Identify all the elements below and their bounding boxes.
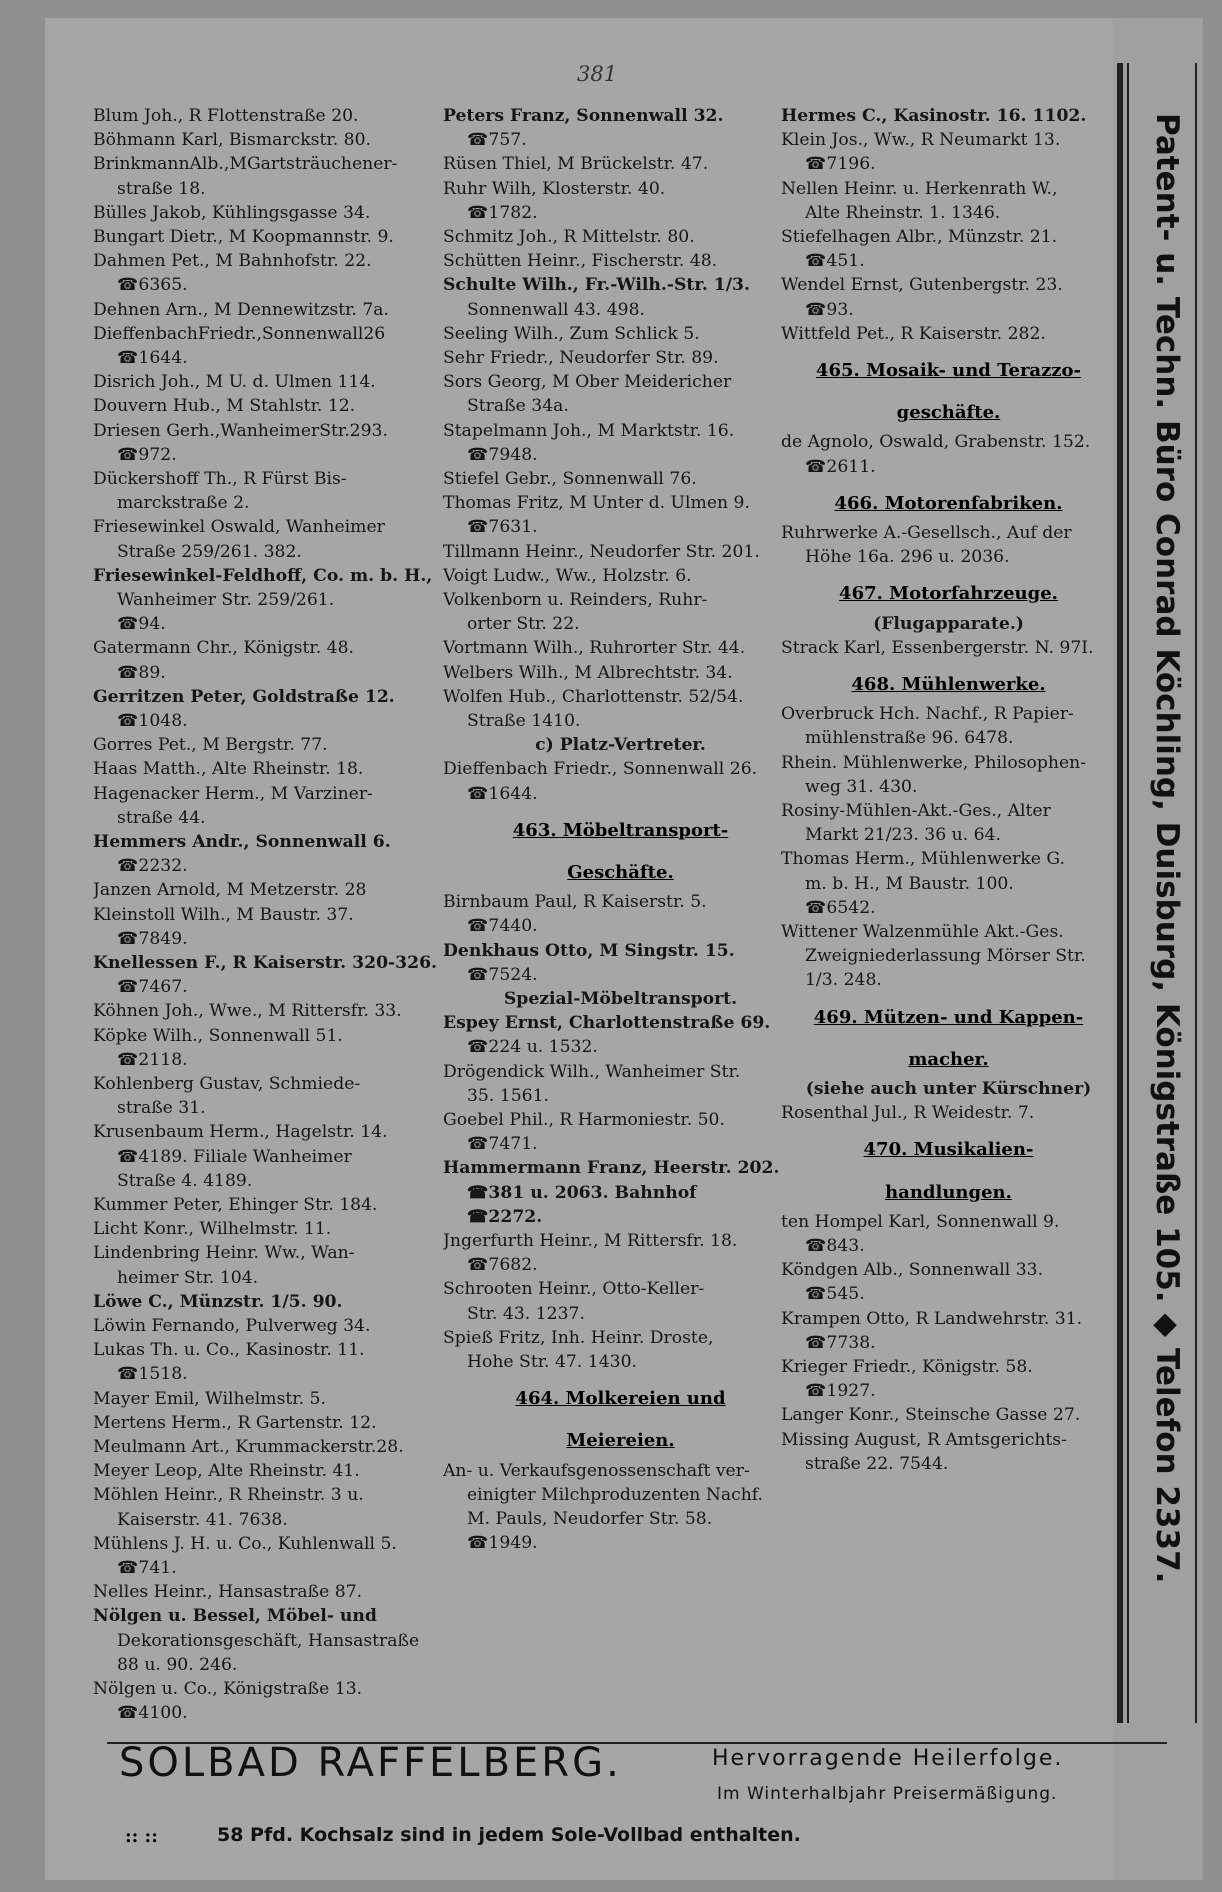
directory-line: Friesewinkel Oswald, Wanheimer — [93, 517, 385, 538]
directory-line: Stapelmann Joh., M Marktstr. 16. — [443, 420, 735, 441]
directory-line: Sehr Friedr., Neudorfer Str. 89. — [443, 348, 719, 368]
directory-line: Voigt Ludw., Ww., Holzstr. 6. — [443, 565, 692, 586]
directory-line: Schmitz Joh., R Mittelstr. 80. — [443, 227, 695, 247]
directory-line: Welbers Wilh., M Albrechtstr. 34. — [443, 662, 733, 683]
directory-line: ☎ 4189. Filiale Wanheimer — [117, 1149, 352, 1166]
directory-line: Hohe Str. 47. 1430. — [467, 1352, 637, 1372]
directory-line: Zweigniederlassung Mörser Str. — [805, 946, 1086, 967]
directory-line: Klein Jos., Ww., R Neumarkt 13. — [781, 130, 1061, 151]
directory-line: ☎ 4100. — [117, 1705, 188, 1722]
section-heading: 467. Motorfahrzeuge. — [839, 583, 1058, 605]
section-heading: geschäfte. — [896, 402, 1001, 424]
directory-line: ☎ 741. — [117, 1560, 177, 1577]
directory-line: ☎ 1048. — [117, 713, 188, 730]
directory-line: Rhein. Mühlenwerke, Philosophen- — [781, 752, 1087, 773]
directory-line: Langer Konr., Steinsche Gasse 27. — [781, 1405, 1081, 1426]
directory-line: Köpke Wilh., Sonnenwall 51. — [93, 1025, 343, 1046]
directory-line: Hemmers Andr., Sonnenwall 6. — [93, 832, 391, 852]
directory-line: ☎ 2118. — [117, 1052, 188, 1069]
directory-line: Overbruck Hch. Nachf., R Papier- — [781, 704, 1074, 725]
directory-line: Schrooten Heinr., Otto-Keller- — [443, 1279, 705, 1300]
directory-line: Mayer Emil, Wilhelmstr. 5. — [93, 1388, 326, 1409]
directory-line: ☎ 972. — [117, 447, 177, 464]
advert-dots: :: :: — [125, 1826, 158, 1847]
directory-line: Köndgen Alb., Sonnenwall 33. — [781, 1260, 1044, 1281]
sidebar-rule — [1117, 63, 1123, 1723]
directory-line: Straße 259/261. 382. — [117, 541, 302, 562]
directory-line: Licht Konr., Wilhelmstr. 11. — [93, 1219, 332, 1240]
section-heading: 463. Möbeltransport- — [512, 819, 729, 841]
directory-line: Stiefel Gebr., Sonnenwall 76. — [443, 469, 697, 489]
directory-line: Dahmen Pet., M Bahnhofstr. 22. — [93, 251, 372, 272]
subheading: (Flugapparate.) — [873, 613, 1024, 634]
directory-line: ☎ 7196. — [805, 156, 876, 173]
directory-line: straße 31. — [117, 1098, 206, 1119]
directory-line: Birnbaum Paul, R Kaiserstr. 5. — [443, 892, 707, 913]
directory-line: Wittener Walzenmühle Akt.-Ges. — [781, 922, 1064, 942]
section-heading: handlungen. — [885, 1181, 1012, 1203]
directory-line: straße 18. — [117, 178, 206, 199]
directory-line: Vortmann Wilh., Ruhrorter Str. 44. — [443, 638, 746, 659]
directory-line: Nelles Heinr., Hansastraße 87. — [93, 1582, 363, 1603]
directory-line: Denkhaus Otto, M Singstr. 15. — [443, 940, 735, 961]
directory-line: Schütten Heinr., Fischerstr. 48. — [443, 251, 718, 272]
directory-line: Disrich Joh., M U. d. Ulmen 114. — [93, 372, 376, 393]
directory-line: Rosiny-Mühlen-Akt.-Ges., Alter — [781, 801, 1051, 821]
directory-line: Strack Karl, Essenbergerstr. N. 97I. — [781, 637, 1094, 658]
directory-line: Friesewinkel-Feldhoff, Co. m. b. H., — [93, 565, 433, 586]
sidebar-advert — [1113, 18, 1203, 1880]
directory-line: mühlenstraße 96. 6478. — [805, 728, 1014, 749]
directory-line: Meyer Leop, Alte Rheinstr. 41. — [93, 1461, 360, 1482]
directory-line: Nölgen u. Co., Königstraße 13. — [93, 1679, 363, 1699]
directory-line: straße 44. — [117, 807, 206, 828]
directory-line: orter Str. 22. — [467, 614, 580, 635]
directory-line: ☎ 1518. — [117, 1366, 188, 1383]
directory-line: Wolfen Hub., Charlottenstr. 52/54. — [443, 686, 744, 707]
directory-line: ☎ 381 u. 2063. Bahnhof — [467, 1185, 697, 1202]
directory-line: ☎ 757. — [467, 132, 527, 149]
page-number: 381 — [577, 62, 618, 86]
section-heading: Geschäfte. — [567, 862, 674, 883]
directory-line: Janzen Arnold, M Metzerstr. 28 — [93, 880, 367, 901]
directory-line: Höhe 16a. 296 u. 2036. — [805, 547, 1010, 568]
directory-line: einigter Milchproduzenten Nachf. — [467, 1484, 764, 1505]
directory-line: ☎ 7948. — [467, 447, 538, 464]
subheading: c) Platz-Vertreter. — [535, 735, 706, 756]
subheading: (siehe auch unter Kürschner) — [805, 1079, 1092, 1099]
directory-line: Dekorationsgeschäft, Hansastraße — [117, 1630, 420, 1651]
directory-line: Stiefelhagen Albr., Münzstr. 21. — [781, 227, 1058, 247]
bottom-advert — [107, 1736, 1177, 1856]
directory-line: ☎ 7682. — [467, 1257, 538, 1274]
directory-line: Missing August, R Amtsgerichts- — [781, 1429, 1067, 1450]
directory-line: Bülles Jakob, Kühlingsgasse 34. — [93, 202, 371, 223]
directory-line: Kohlenberg Gustav, Schmiede- — [93, 1074, 361, 1094]
directory-line: Rosenthal Jul., R Weidestr. 7. — [781, 1103, 1035, 1124]
directory-line: Seeling Wilh., Zum Schlick 5. — [443, 323, 700, 344]
directory-line: Gatermann Chr., Königstr. 48. — [93, 638, 354, 659]
directory-line: An- u. Verkaufsgenossenschaft ver- — [443, 1460, 750, 1481]
directory-line: Ruhrwerke A.-Gesellsch., Auf der — [781, 523, 1072, 543]
directory-line: Sors Georg, M Ober Meidericher — [443, 372, 732, 393]
directory-line: Krusenbaum Herm., Hagelstr. 14. — [93, 1122, 388, 1143]
section-heading: 469. Mützen- und Kappen- — [813, 1006, 1084, 1028]
directory-line: Hagenacker Herm., M Varziner- — [93, 783, 373, 804]
directory-line: Straße 4. 4189. — [117, 1170, 253, 1191]
directory-line: Krieger Friedr., Königstr. 58. — [781, 1357, 1033, 1377]
directory-line: Wendel Ernst, Gutenbergstr. 23. — [781, 275, 1063, 296]
directory-line: Dückershoff Th., R Fürst Bis- — [93, 469, 347, 489]
directory-line: DieffenbachFriedr.,Sonnenwall26 — [93, 323, 386, 344]
directory-line: Peters Franz, Sonnenwall 32. — [443, 108, 724, 126]
sidebar-rule — [1195, 63, 1197, 1723]
directory-line: ☎ 7738. — [805, 1335, 876, 1352]
directory-line: Köhnen Joh., Wwe., M Rittersfr. 33. — [93, 1001, 402, 1022]
directory-line: Kaiserstr. 41. 7638. — [117, 1509, 288, 1530]
directory-line: Douvern Hub., M Stahlstr. 12. — [93, 396, 356, 417]
directory-line: Nölgen u. Bessel, Möbel- und — [93, 1606, 377, 1627]
directory-line: Löwe C., Münzstr. 1/5. 90. — [93, 1291, 343, 1312]
section-heading: Meiereien. — [566, 1430, 675, 1452]
directory-line: Schulte Wilh., Fr.-Wilh.-Str. 1/3. — [443, 275, 750, 296]
directory-line: ☎ 1927. — [805, 1383, 876, 1400]
directory-line: ☎ 1782. — [467, 205, 538, 222]
directory-line: Markt 21/23. 36 u. 64. — [805, 825, 1001, 846]
subheading: Spezial-Möbeltransport. — [503, 989, 738, 1009]
directory-line: Haas Matth., Alte Rheinstr. 18. — [93, 759, 364, 780]
directory-line: Jngerfurth Heinr., M Rittersfr. 18. — [443, 1231, 738, 1251]
directory-line: Sonnenwall 43. 498. — [467, 299, 645, 320]
directory-line: weg 31. 430. — [805, 776, 918, 797]
directory-line: ☎ 451. — [805, 253, 865, 270]
section-heading: macher. — [908, 1048, 989, 1070]
column-left — [93, 108, 448, 1738]
directory-line: Mühlens J. H. u. Co., Kuhlenwall 5. — [93, 1533, 397, 1554]
directory-line: heimer Str. 104. — [117, 1267, 259, 1288]
directory-line: Tillmann Heinr., Neudorfer Str. 201. — [443, 541, 760, 562]
directory-line: BrinkmannAlb.,MGartsträuchener- — [93, 154, 398, 175]
directory-line: ☎ 2611. — [805, 459, 876, 476]
directory-line: marckstraße 2. — [117, 493, 250, 514]
section-heading: 464. Molkereien und — [515, 1388, 726, 1410]
directory-line: Lindenbring Heinr. Ww., Wan- — [93, 1243, 355, 1264]
directory-line: ☎ 1644. — [467, 786, 538, 803]
directory-line: ☎ 94. — [117, 616, 166, 633]
directory-line: Kummer Peter, Ehinger Str. 184. — [93, 1195, 378, 1215]
directory-line: ☎ 7631. — [467, 519, 538, 536]
directory-line: ☎ 1644. — [117, 350, 188, 367]
directory-line: ☎ 6542. — [805, 900, 876, 917]
column-middle — [443, 108, 798, 1738]
directory-line: ☎ 224 u. 1532. — [467, 1039, 598, 1056]
sidebar-text: Patent- u. Techn. Büro Conrad Köchling, Duisburg, Königstraße 105. ◆ Telefon 2337. — [1149, 113, 1185, 1584]
directory-line: Gerritzen Peter, Goldstraße 12. — [93, 686, 395, 707]
directory-line: ☎ 7471. — [467, 1136, 538, 1153]
directory-line: Hermes C., Kasinostr. 16. 1102. — [781, 108, 1087, 126]
directory-line: Hammermann Franz, Heerstr. 202. — [443, 1158, 780, 1179]
directory-line: ☎ 7440. — [467, 918, 538, 935]
advert-tagline: Hervorragende Heilerfolge. — [712, 1746, 1064, 1771]
directory-line: Krampen Otto, R Landwehrstr. 31. — [781, 1308, 1083, 1329]
directory-line: Dehnen Arn., M Dennewitzstr. 7a. — [93, 299, 390, 320]
directory-line: Ruhr Wilh, Klosterstr. 40. — [443, 178, 666, 199]
directory-line: Wanheimer Str. 259/261. — [117, 590, 335, 610]
directory-line: Meulmann Art., Krummackerstr.28. — [93, 1437, 404, 1457]
directory-line: Espey Ernst, Charlottenstraße 69. — [443, 1013, 771, 1034]
directory-line: ☎ 843. — [805, 1238, 865, 1255]
directory-line: Straße 34a. — [467, 396, 569, 417]
directory-line: Driesen Gerh.,WanheimerStr.293. — [93, 420, 388, 441]
directory-line: Böhmann Karl, Bismarckstr. 80. — [93, 130, 371, 151]
directory-line: ten Hompel Karl, Sonnenwall 9. — [781, 1211, 1060, 1232]
section-heading: 466. Motorenfabriken. — [834, 492, 1063, 514]
directory-line: straße 22. 7544. — [805, 1453, 949, 1474]
directory-line: Wittfeld Pet., R Kaiserstr. 282. — [781, 323, 1046, 344]
directory-line: Thomas Fritz, M Unter d. Ulmen 9. — [443, 493, 750, 514]
advert-brand: SOLBAD RAFFELBERG. — [119, 1740, 622, 1786]
directory-line: Bungart Dietr., M Koopmannstr. 9. — [93, 227, 394, 247]
directory-line: Knellessen F., R Kaiserstr. 320-326. — [93, 953, 438, 973]
directory-line: Gorres Pet., M Bergstr. 77. — [93, 735, 328, 756]
directory-line: Goebel Phil., R Harmoniestr. 50. — [443, 1110, 725, 1130]
directory-line: Spieß Fritz, Inh. Heinr. Droste, — [443, 1327, 714, 1348]
directory-line: ☎ 1949. — [467, 1535, 538, 1552]
column-right — [781, 108, 1116, 1738]
directory-line: Dieffenbach Friedr., Sonnenwall 26. — [443, 759, 758, 780]
directory-line: Mertens Herm., R Gartenstr. 12. — [93, 1412, 377, 1433]
directory-line: Möhlen Heinr., R Rheinstr. 3 u. — [93, 1485, 364, 1506]
directory-line: Lukas Th. u. Co., Kasinostr. 11. — [93, 1340, 365, 1361]
directory-line: 1/3. 248. — [805, 970, 882, 991]
advert-tagline: Im Winterhalbjahr Preisermäßigung. — [717, 1784, 1058, 1804]
directory-line: ☎ 89. — [117, 665, 166, 682]
directory-line: Löwin Fernando, Pulverweg 34. — [93, 1316, 371, 1336]
directory-line: 88 u. 90. 246. — [117, 1654, 238, 1675]
directory-line: ☎ 2272. — [467, 1209, 542, 1226]
directory-line: ☎ 2232. — [117, 858, 188, 875]
directory-line: Str. 43. 1237. — [467, 1303, 585, 1324]
directory-line: Drögendick Wilh., Wanheimer Str. — [443, 1061, 741, 1082]
directory-line: Kleinstoll Wilh., M Baustr. 37. — [93, 904, 354, 925]
advert-tagline: 58 Pfd. Kochsalz sind in jedem Sole-Vollbad enthalten. — [217, 1824, 801, 1846]
sidebar-rule — [1127, 63, 1129, 1723]
directory-line: Nellen Heinr. u. Herkenrath W., — [781, 178, 1058, 199]
directory-line: ☎ 93. — [805, 302, 854, 319]
directory-page — [45, 18, 1203, 1880]
directory-line: 35. 1561. — [467, 1085, 550, 1106]
directory-line: Straße 1410. — [467, 711, 581, 731]
directory-line: ☎ 545. — [805, 1286, 865, 1303]
directory-line: de Agnolo, Oswald, Grabenstr. 152. — [781, 432, 1091, 453]
directory-line: ☎ 6365. — [117, 277, 188, 294]
directory-line: Alte Rheinstr. 1. 1346. — [805, 202, 1001, 223]
section-heading: 465. Mosaik- und Terazzo- — [815, 360, 1082, 381]
directory-line: m. b. H., M Baustr. 100. — [805, 873, 1014, 894]
directory-line: ☎ 7467. — [117, 979, 188, 996]
directory-line: Blum Joh., R Flottenstraße 20. — [93, 108, 359, 126]
section-heading: 470. Musikalien- — [863, 1139, 1034, 1161]
directory-line: ☎ 7849. — [117, 931, 188, 948]
directory-line: Thomas Herm., Mühlenwerke G. — [781, 849, 1065, 870]
directory-line: ☎ 7524. — [467, 967, 538, 984]
directory-line: Rüsen Thiel, M Brückelstr. 47. — [443, 154, 709, 175]
section-heading: 468. Mühlenwerke. — [851, 674, 1046, 695]
directory-line: M. Pauls, Neudorfer Str. 58. — [467, 1509, 713, 1529]
directory-line: Volkenborn u. Reinders, Ruhr- — [443, 590, 708, 610]
